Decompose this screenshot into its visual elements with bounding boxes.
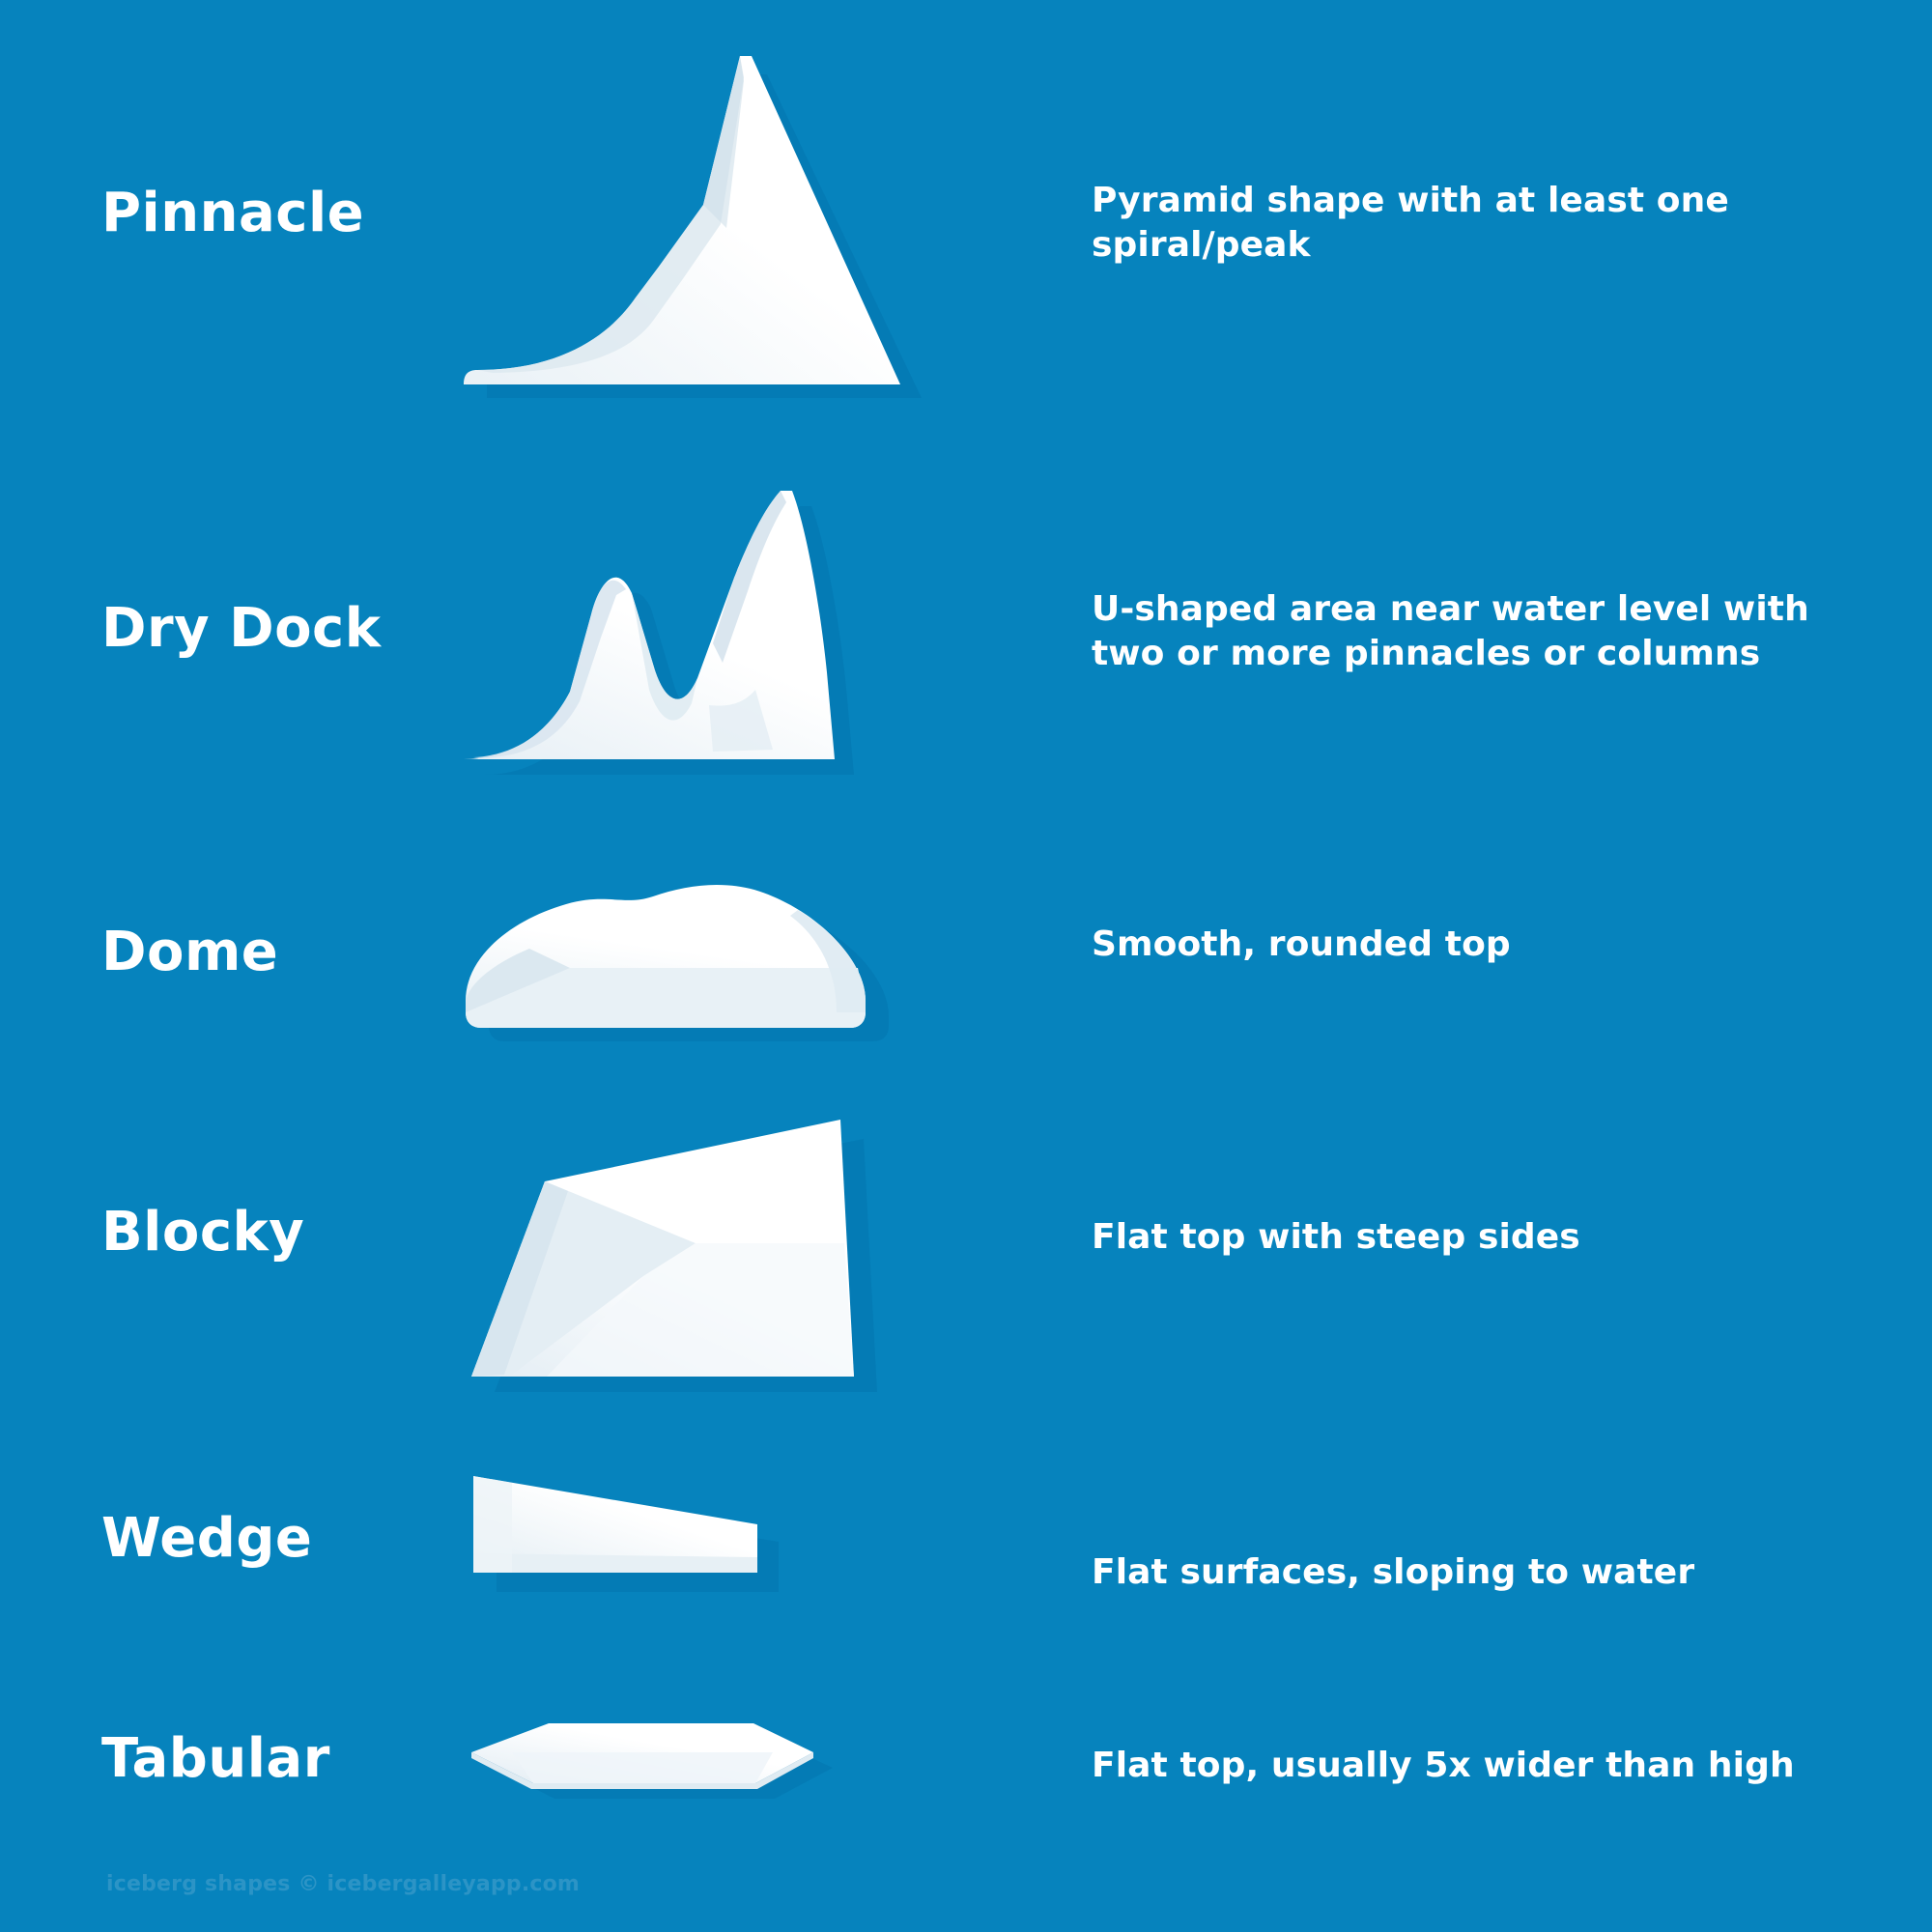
shape-label-blocky: Blocky [101, 1201, 305, 1264]
shape-description-pinnacle: Pyramid shape with at least one spiral/peak [1092, 181, 1729, 266]
shape-description-tabular: Flat top, usually 5x wider than high [1092, 1746, 1795, 1785]
footer-credit: iceberg shapes © icebergalleyapp.com [106, 1872, 581, 1896]
shape-description-dry-dock: U-shaped area near water level with two or more pinnacles or columns [1092, 589, 1809, 674]
shape-label-tabular: Tabular [101, 1727, 330, 1790]
iceberg-dry-dock-icon [454, 473, 947, 802]
shape-label-dry-dock: Dry Dock [101, 597, 382, 660]
iceberg-blocky-icon [454, 1096, 947, 1415]
shape-label-pinnacle: Pinnacle [101, 182, 365, 244]
iceberg-pinnacle-icon [454, 39, 947, 415]
shape-label-wedge: Wedge [101, 1507, 313, 1570]
iceberg-dome-icon [454, 860, 947, 1053]
shape-description-blocky: Flat top with steep sides [1092, 1217, 1580, 1257]
shape-description-dome: Smooth, rounded top [1092, 924, 1511, 964]
iceberg-wedge-icon [454, 1449, 947, 1652]
iceberg-tabular-icon [454, 1700, 947, 1835]
shape-description-wedge: Flat surfaces, sloping to water [1092, 1552, 1695, 1592]
shape-label-dome: Dome [101, 921, 279, 983]
